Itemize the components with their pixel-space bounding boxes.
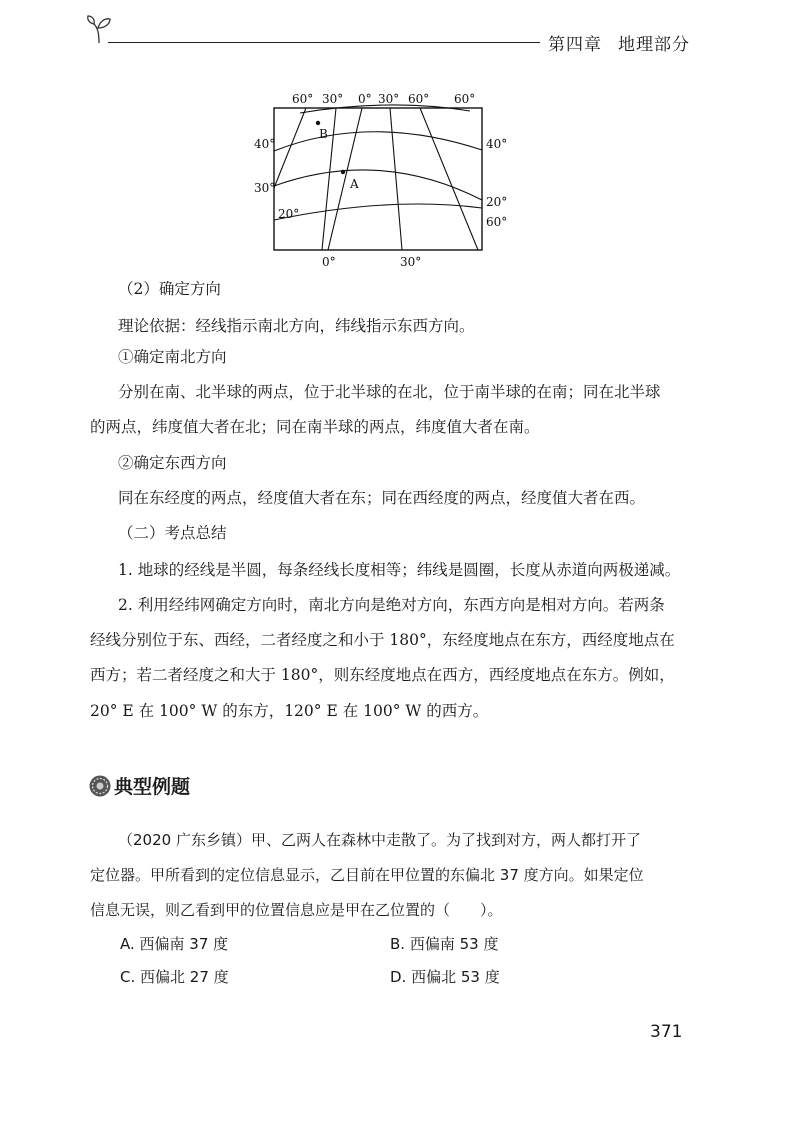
point-a-label: A <box>350 177 359 191</box>
question-text: 定位器。甲所看到的定位信息显示，乙目前在甲位置的东偏北 37 度方向。如果定位 <box>90 866 644 884</box>
section-label: 地理部分 <box>618 35 690 55</box>
section-heading-text: 典型例题 <box>114 776 191 798</box>
left-label: 20° <box>278 207 300 221</box>
right-label: 20° <box>486 195 508 209</box>
question-text: （2020 广东乡镇）甲、乙两人在森林中走散了。为了找到对方，两人都打开了 <box>118 831 641 849</box>
subheading: ②确定东西方向 <box>118 454 227 472</box>
point-b-label: B <box>319 127 328 141</box>
option-a: A. 西偏南 37 度 <box>120 935 229 953</box>
bottom-label: 30° <box>400 255 422 269</box>
left-label: 30° <box>254 181 276 195</box>
top-label: 30° <box>322 92 344 106</box>
option-c: C. 西偏北 27 度 <box>120 968 229 986</box>
question-text: 信息无误，则乙看到甲的位置信息应是甲在乙位置的（ ）。 <box>90 901 503 919</box>
paragraph: 的两点，纬度值大者在北；同在南半球的两点，纬度值大者在南。 <box>90 418 540 436</box>
top-label: 60° <box>454 92 476 106</box>
paragraph: 西方；若二者经度之和大于 180°，则东经度地点在西方，西经度地点在东方。例如， <box>90 666 675 684</box>
option-b: B. 西偏南 53 度 <box>390 935 499 953</box>
paragraph: 2. 利用经纬网确定方向时，南北方向是绝对方向，东西方向是相对方向。若两条 <box>118 596 665 614</box>
section-badge-icon <box>88 774 112 798</box>
sprout-icon <box>86 14 112 44</box>
section-heading <box>88 772 190 799</box>
top-label: 0° <box>358 92 372 106</box>
top-label: 60° <box>292 92 314 106</box>
running-header <box>548 30 690 55</box>
top-label: 60° <box>408 92 430 106</box>
paragraph: 同在东经度的两点，经度值大者在东；同在西经度的两点，经度值大者在西。 <box>118 489 646 507</box>
bottom-label: 0° <box>322 255 336 269</box>
top-label: 30° <box>378 92 400 106</box>
paragraph: 1. 地球的经线是半圆，每条经线长度相等；纬线是圆圈，长度从赤道向两极递减。 <box>118 561 681 579</box>
paragraph: 经线分别位于东、西经，二者经度之和小于 180°，东经度地点在东方，西经度地点在 <box>90 631 675 649</box>
header-rule <box>108 42 540 43</box>
right-label: 40° <box>486 137 508 151</box>
option-d: D. 西偏北 53 度 <box>390 968 500 986</box>
chapter-label: 第四章 <box>548 35 602 55</box>
point-b-marker <box>316 121 320 125</box>
subsection-title: （2）确定方向 <box>118 280 221 298</box>
point-a-marker <box>341 170 345 174</box>
graticule-diagram <box>240 88 530 273</box>
paragraph: 理论依据：经线指示南北方向，纬线指示东西方向。 <box>118 317 475 335</box>
right-label: 60° <box>486 215 508 229</box>
subheading: ①确定南北方向 <box>118 348 227 366</box>
subsection-title: （二）考点总结 <box>118 524 227 542</box>
paragraph: 分别在南、北半球的两点，位于北半球的在北，位于南半球的在南；同在北半球 <box>118 383 661 401</box>
left-label: 40° <box>254 137 276 151</box>
paragraph: 20° E 在 100° W 的东方，120° E 在 100° W 的西方。 <box>90 702 489 720</box>
page-number: 371 <box>650 1022 683 1042</box>
